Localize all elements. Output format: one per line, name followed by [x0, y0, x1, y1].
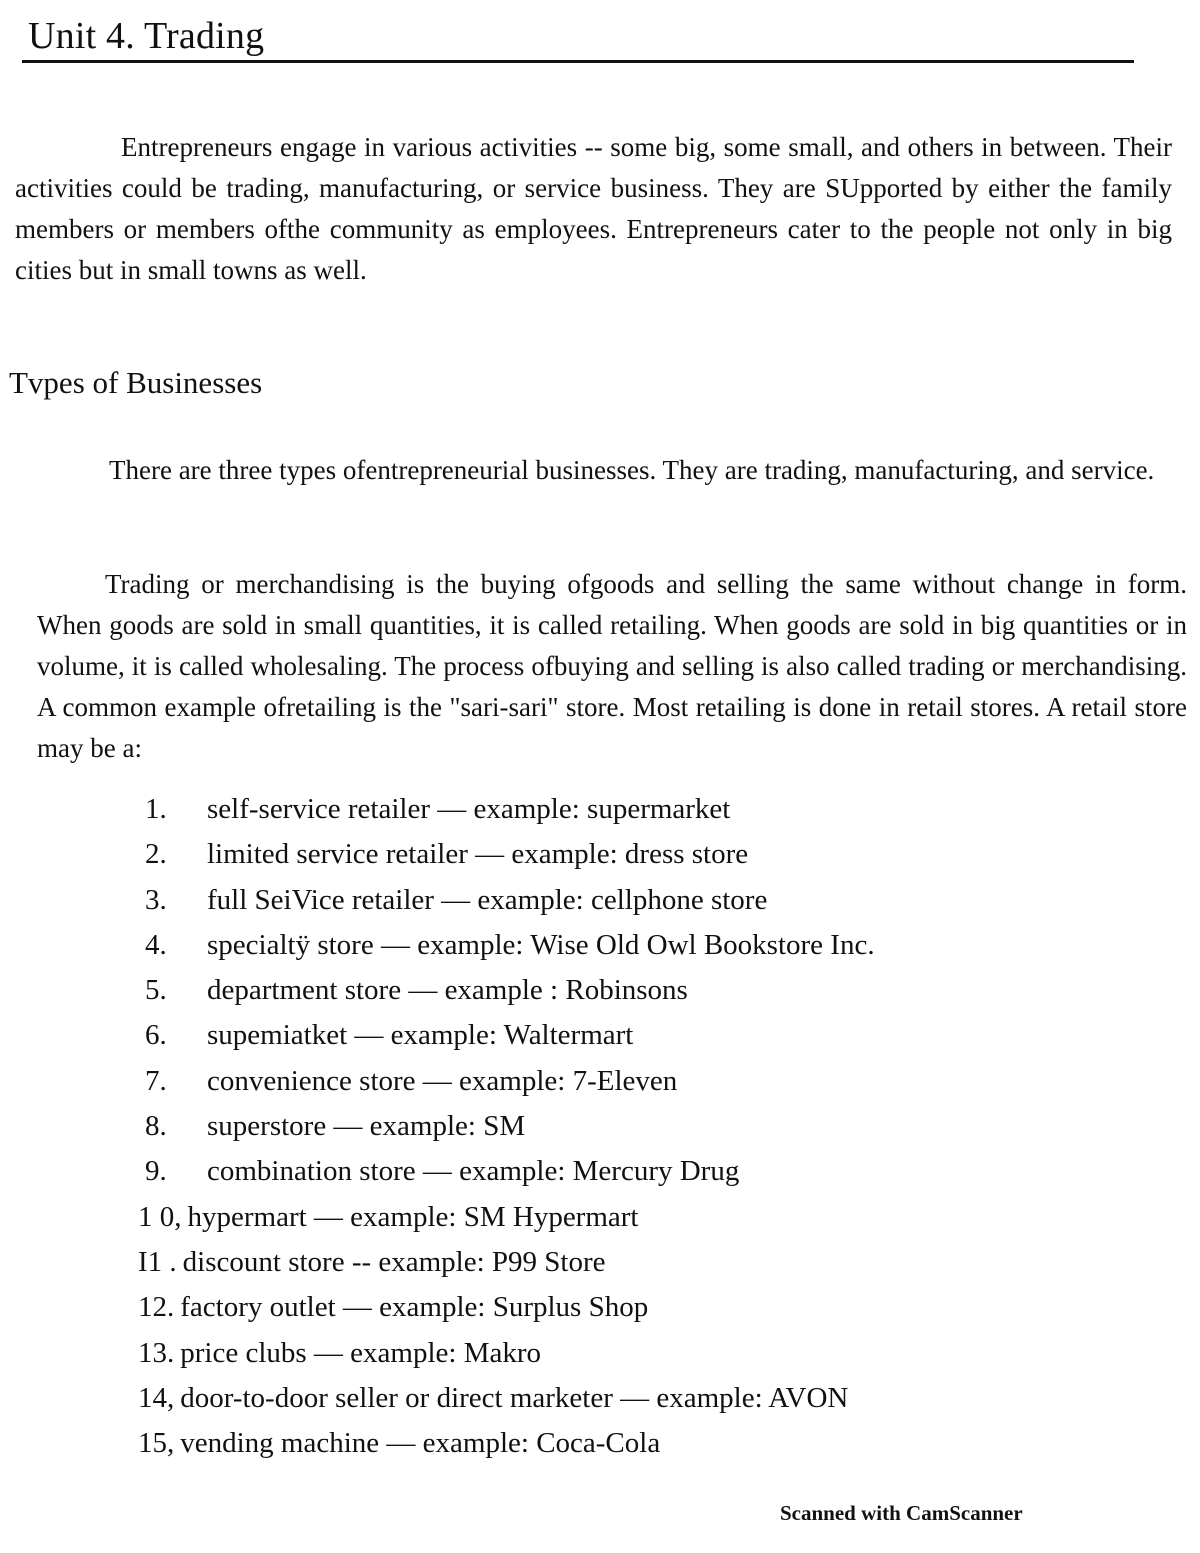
list-item	[138, 1331, 875, 1376]
list-item-text: door-to-door seller or direct marketer — example: AVON	[180, 1381, 849, 1414]
retail-store-list	[138, 787, 875, 1466]
list-item-text: factory outlet — example: Surplus Shop	[180, 1291, 649, 1324]
list-item	[138, 1240, 875, 1285]
list-item-number: 13.	[138, 1336, 175, 1369]
list-item-text: hypermart — example: SM Hypermart	[187, 1200, 639, 1233]
trading-paragraph: Trading or merchandising is the buying ofgoods and selling the same without change in form. When goods are sold in small quantities, it is called retailing. When goods are sold in big quantities or in volume, it is called wholesaling. The process ofbuying and selling is also called trading or merchandising. A common example ofretailing is the "sari-sari" store. Most retailing is done in retail stores. A retail store may be a:	[37, 569, 1187, 763]
list-item-number: 1.	[145, 793, 167, 825]
list-item-number: I1 .	[138, 1245, 177, 1278]
intro-paragraph: Entrepreneurs engage in various activities -- some big, some small, and others in between. Their activities could be trading, manufacturing, or service business. They are SUpported by either the family members or members ofthe community as employees. Entrepreneurs cater to the people not only in big cities but in small towns as well.	[15, 132, 1172, 285]
list-item	[138, 1421, 875, 1466]
list-item-number: 6.	[145, 1019, 167, 1052]
list-item-text: full SeiVice retailer — example: cellphone store	[207, 883, 768, 916]
list-item-text: specialtÿ store — example: Wise Old Owl Bookstore Inc.	[207, 928, 875, 961]
list-item-number: 15,	[138, 1427, 175, 1460]
scanner-watermark: Scanned with CamScanner	[780, 1501, 1023, 1525]
page-title: Unit 4. Trading	[28, 15, 265, 57]
list-item-number: 4.	[145, 928, 167, 961]
list-item	[138, 1376, 875, 1421]
list-item	[138, 923, 875, 968]
list-item-text: combination store — example: Mercury Drug	[207, 1155, 740, 1188]
list-item-number: 2.	[145, 838, 167, 871]
types-paragraph: There are three types ofentrepreneurial businesses. They are trading, manufacturing, and service.	[109, 455, 1155, 485]
list-item	[138, 968, 875, 1013]
list-item	[138, 787, 875, 832]
list-item	[138, 878, 875, 923]
list-item	[138, 1013, 875, 1058]
list-item-text: supemiatket — example: Waltermart	[207, 1019, 634, 1052]
list-item-number: 1 0,	[138, 1200, 182, 1233]
list-item-text: vending machine — example: Coca-Cola	[180, 1427, 661, 1460]
list-item-text: department store — example : Robinsons	[207, 974, 688, 1007]
list-item	[138, 1149, 875, 1194]
list-item-text: limited service retailer — example: dress store	[207, 838, 749, 871]
list-item-number: 9.	[145, 1155, 167, 1188]
list-item-number: 3.	[145, 883, 167, 916]
list-item-number: 5.	[145, 974, 167, 1007]
list-item-number: 8.	[145, 1110, 167, 1143]
list-item	[138, 832, 875, 877]
list-item-number: 14,	[138, 1381, 175, 1414]
list-item-text: self-service retailer — example: supermarket	[207, 793, 731, 825]
list-item-text: price clubs — example: Makro	[180, 1336, 542, 1369]
list-item	[138, 1195, 875, 1240]
list-item-number: 7.	[145, 1064, 167, 1097]
list-item-text: convenience store — example: 7-Eleven	[207, 1064, 678, 1097]
list-item	[138, 1059, 875, 1104]
section-heading: Tvpes of Businesses	[9, 365, 263, 400]
list-item	[138, 1285, 875, 1330]
list-item	[138, 1104, 875, 1149]
list-item-text: superstore — example: SM	[207, 1110, 526, 1143]
list-item-number: 12.	[138, 1291, 175, 1324]
title-underline	[22, 60, 1134, 63]
list-item-text: discount store -- example: P99 Store	[182, 1245, 606, 1278]
